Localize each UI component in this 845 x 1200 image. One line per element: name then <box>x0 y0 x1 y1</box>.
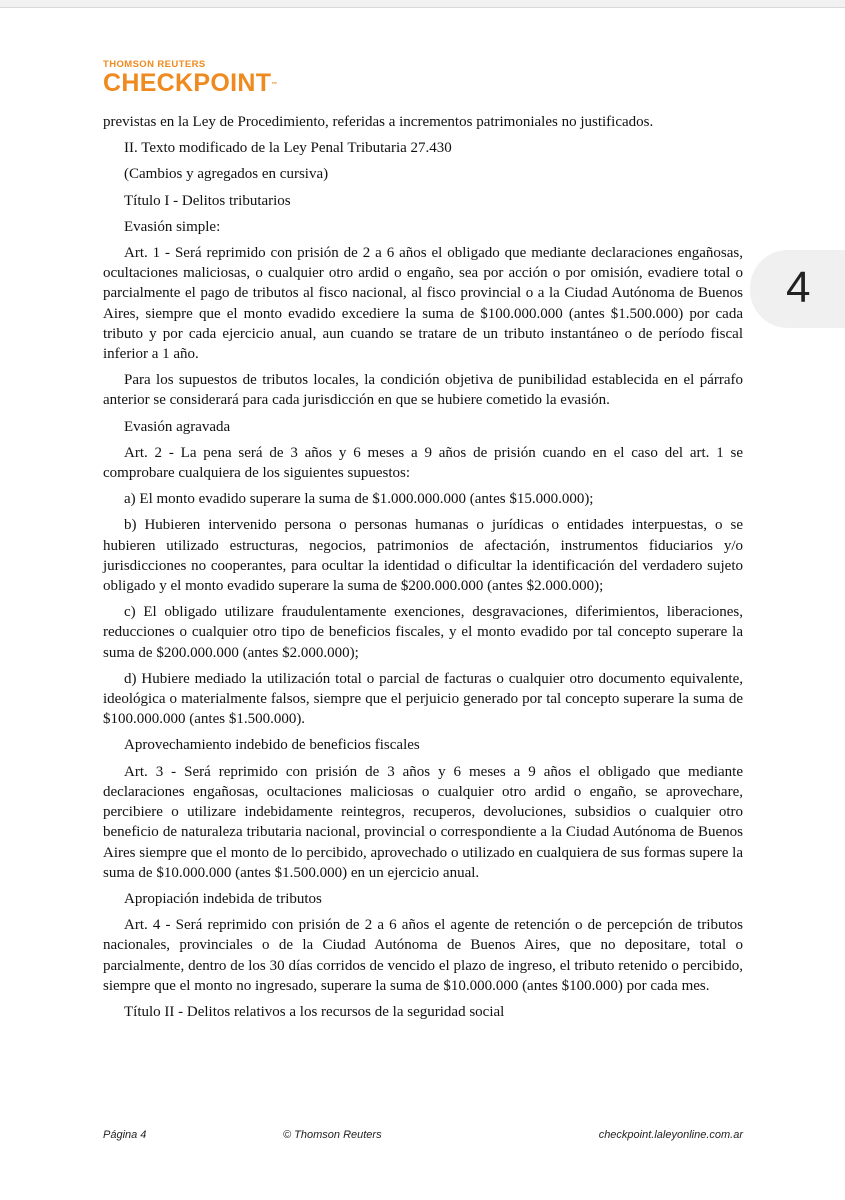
page-footer <box>103 1129 743 1145</box>
subheading: Evasión simple: <box>124 218 221 235</box>
page-number-tab <box>750 250 845 328</box>
article-paragraph: Art. 2 - La pena será de 3 años y 6 meses a 9 años de prisión cuando en el caso del art. 1 se comprobare cualquiera de los siguientes supuestos: <box>103 444 743 482</box>
article-paragraph: Art. 3 - Será reprimido con prisión de 3 años y 6 meses a 9 años el obligado que mediante declaraciones engañosas, ocultaciones maliciosas o cualquier otro ardid o engaño, se aprovechare, percibiere o utilizare indebidamente reintegros, recuperos, devoluciones, subsidios o cualquier otro beneficio de naturaleza tributaria nacional, provincial o correspondiente a la Ciudad Autónoma de Buenos Aires siempre que el monto de lo percibido, aprovechado o utilizado en cualquiera de sus formas supere la suma de $10.000.000 (antes $1.500.000) en un ejercicio anual. <box>103 763 743 881</box>
logo-brand-main <box>103 70 278 96</box>
footer-site-link[interactable]: checkpoint.laleyonline.com.ar <box>598 1129 743 1141</box>
list-item: d) Hubiere mediado la utilización total o parcial de facturas o cualquier otro documento equivalente, ideológica o materialmente falsos, siempre que el perjuicio generado por tal concepto superare la suma de $100.000.000 (antes $1.500.000). <box>103 670 743 728</box>
footer-copyright: © Thomson Reuters <box>283 1129 382 1141</box>
title-heading: Título II - Delitos relativos a los recursos de la seguridad social <box>124 1003 505 1020</box>
paragraph-continuation: previstas en la Ley de Procedimiento, referidas a incrementos patrimoniales no justificados. <box>103 114 654 130</box>
subheading: Aprovechamiento indebido de beneficios fiscales <box>124 737 420 754</box>
page-number: 4 <box>786 263 811 312</box>
footer-page-label: Página 4 <box>103 1129 147 1141</box>
paragraph: Para los supuestos de tributos locales, la condición objetiva de punibilidad establecida en el párrafo anterior se considerará para cada jurisdicción en que se hubiere cometido la evasión. <box>103 372 743 409</box>
subheading: Apropiación indebida de tributos <box>124 890 322 907</box>
section-note: (Cambios y agregados en cursiva) <box>124 166 329 183</box>
article-paragraph: Art. 4 - Será reprimido con prisión de 2 a 6 años el agente de retención o de percepción de tributos nacionales, provinciales o de la Ciudad Autónoma de Buenos Aires, que no depositare, total o parcialmente, dentro de los 30 días corridos de vencido el plazo de ingreso, el tributo retenido o percibido, siempre que el monto no ingresado, superare la suma de $10.000.000 (antes $100.000) por cada mes. <box>103 917 743 994</box>
article-paragraph: Art. 1 - Será reprimido con prisión de 2 a 6 años el obligado que mediante declaraciones engañosas, ocultaciones maliciosas, o cualquier otro ardid o engaño, sea por acción o por omisión, evadiere total o parcialmente el pago de tributos al fisco nacional, al fisco provincial o a la Ciudad Autónoma de Buenos Aires, siempre que el monto evadido excediere la suma de $100.000.000 (antes $1.500.000) por cada tributo y por cada ejercicio anual, aun cuando se tratare de un tributo instantáneo o de período fiscal inferior a 1 año. <box>103 245 743 363</box>
title-heading: Título I - Delitos tributarios <box>124 192 291 209</box>
document-body <box>103 112 743 1028</box>
logo-brand-top: THOMSON REUTERS <box>103 59 206 70</box>
list-item: b) Hubieren intervenido persona o personas humanas o jurídicas o entidades interpuestas, o se hubieren utilizado estructuras, negocios, patrimonios de afectación, instrumentos fiduciarios y/o jurisdicciones no cooperantes, para ocultar la identidad o dificultar la identificación del verdadero sujeto obligado y el monto evadido superare la suma de $200.000.000 (antes $2.000.000); <box>103 517 743 595</box>
list-item: c) El obligado utilizare fraudulentamente exenciones, desgravaciones, diferimientos, liberaciones, reducciones o cualquier otro tipo de beneficios fiscales, y el monto evadido por tal concepto superare la suma de $200.000.000 (antes $2.000.000); <box>103 604 743 661</box>
list-item: a) El monto evadido superare la suma de $1.000.000.000 (antes $15.000.000); <box>124 491 594 508</box>
top-rule <box>0 0 845 8</box>
section-heading: II. Texto modificado de la Ley Penal Tributaria 27.430 <box>124 140 452 157</box>
logo-trademark: ™ <box>271 82 278 88</box>
subheading: Evasión agravada <box>124 418 231 435</box>
logo-brand-name: CHECKPOINT <box>103 69 272 97</box>
checkpoint-logo <box>103 60 278 96</box>
